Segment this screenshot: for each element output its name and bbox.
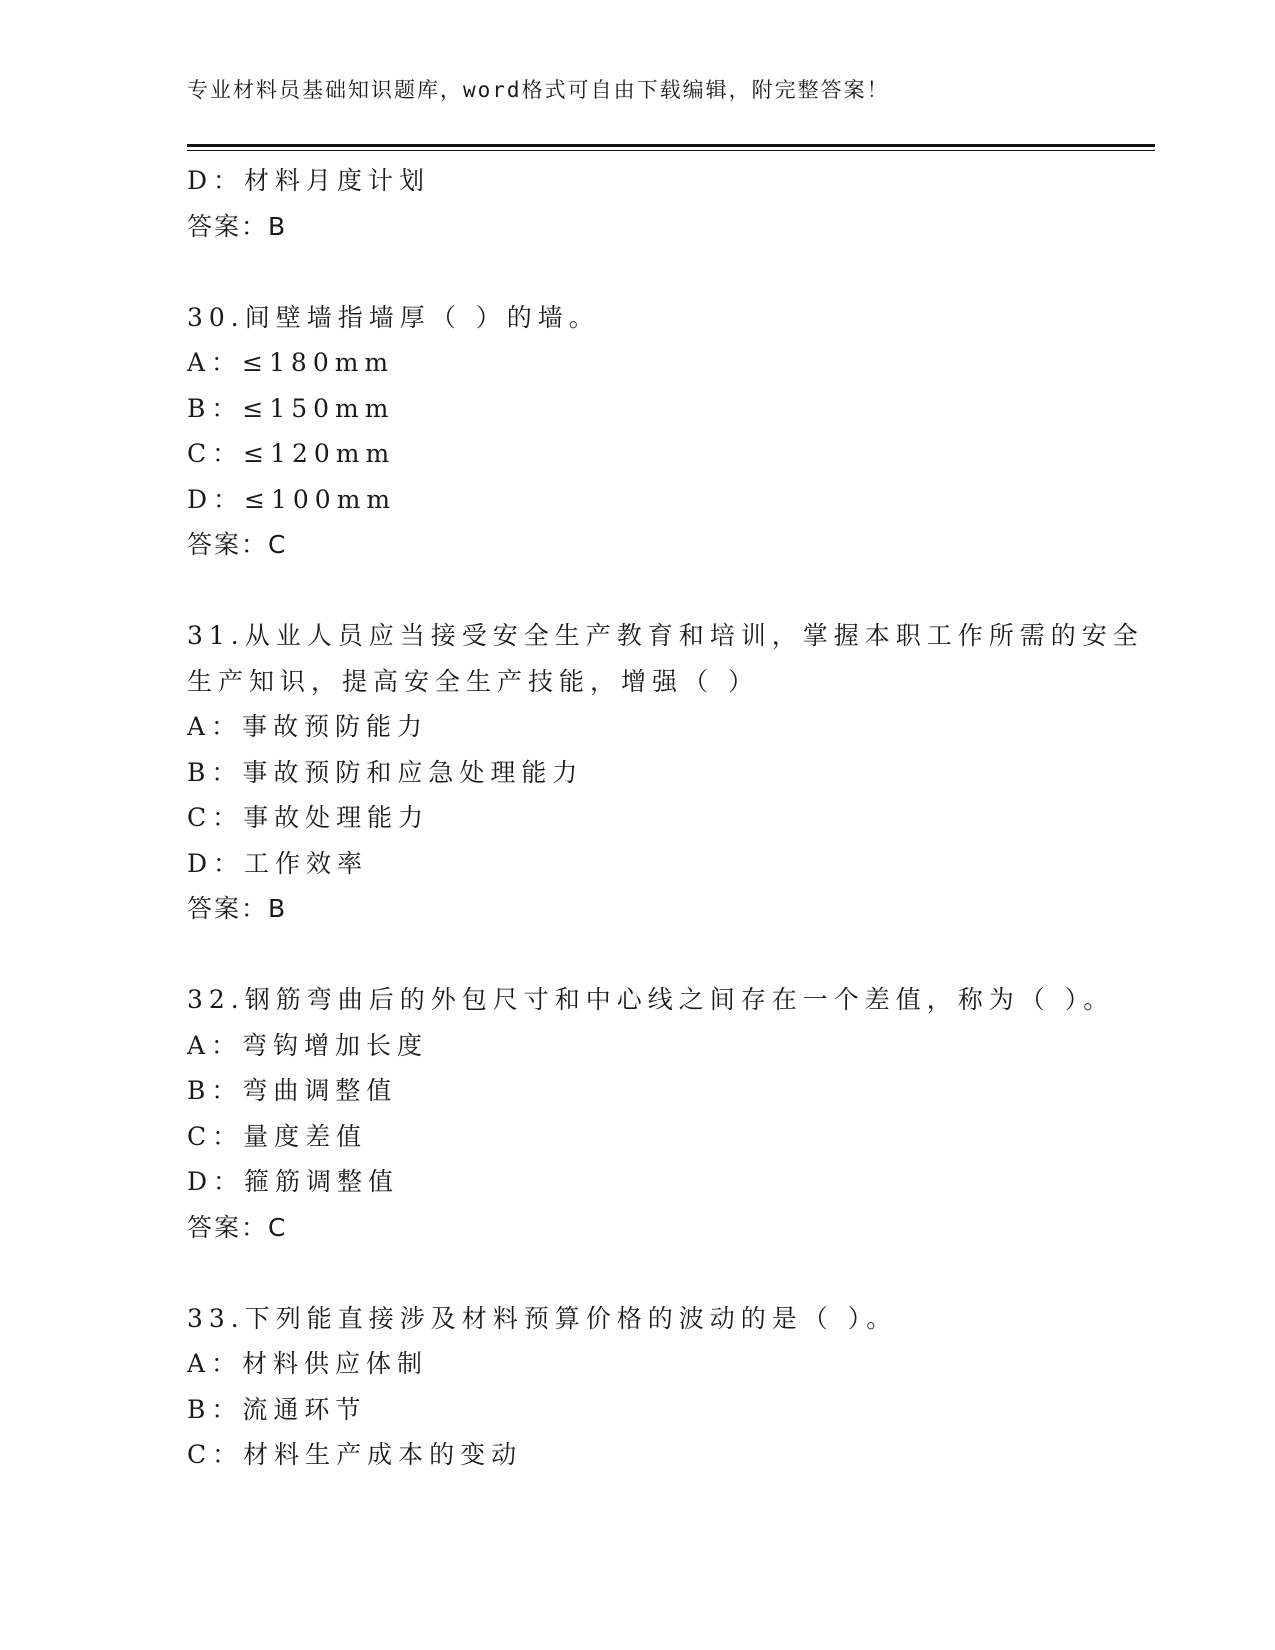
option-c: C：事故处理能力 — [187, 803, 430, 832]
option-d: D：材料月度计划 — [187, 166, 431, 195]
option-b: B：弯曲调整值 — [187, 1076, 398, 1105]
page-header: 专业材料员基础知识题库，word格式可自由下载编辑，附完整答案！ — [187, 78, 890, 102]
question-stem: 30.间壁墙指墙厚（ ）的墙。 — [187, 302, 600, 332]
option-a: A：弯钩增加长度 — [187, 1030, 429, 1060]
answer: 答案：B — [187, 894, 288, 923]
answer: 答案：C — [187, 1212, 288, 1242]
option-a: A：事故预防能力 — [187, 712, 429, 741]
option-a: A：材料供应体制 — [187, 1349, 429, 1378]
answer: 答案：C — [187, 530, 288, 559]
question-stem-continued: 生产知识，提高安全生产技能，增强（ ） — [187, 666, 759, 696]
answer: 答案：B — [187, 211, 288, 241]
option-d: D：≤100mm — [187, 484, 397, 514]
option-c: C：材料生产成本的变动 — [187, 1440, 523, 1469]
question-gap — [187, 932, 1087, 978]
question-stem: 32.钢筋弯曲后的外包尺寸和中心线之间存在一个差值，称为（ ）。 — [187, 985, 1115, 1014]
header-rule-thin — [187, 150, 1155, 151]
question-stem: 31.从业人员应当接受安全生产教育和培训，掌握本职工作所需的安全 — [187, 621, 1144, 650]
option-a: A：≤180mm — [187, 348, 395, 377]
question-stem: 33.下列能直接涉及材料预算价格的波动的是（ ）。 — [187, 1303, 898, 1333]
question-gap — [187, 249, 1087, 295]
question-gap — [187, 568, 1087, 614]
option-c: C：量度差值 — [187, 1121, 368, 1151]
option-d: D：工作效率 — [187, 848, 369, 878]
option-b: B：流通环节 — [187, 1394, 367, 1424]
header-rule-thick — [187, 144, 1155, 147]
document-body — [187, 158, 1144, 1478]
option-d: D：箍筋调整值 — [187, 1167, 400, 1196]
option-b: B：事故预防和应急处理能力 — [187, 757, 584, 787]
question-gap — [187, 1250, 1087, 1296]
option-b: B：≤150mm — [187, 393, 395, 423]
option-c: C：≤120mm — [187, 439, 396, 468]
